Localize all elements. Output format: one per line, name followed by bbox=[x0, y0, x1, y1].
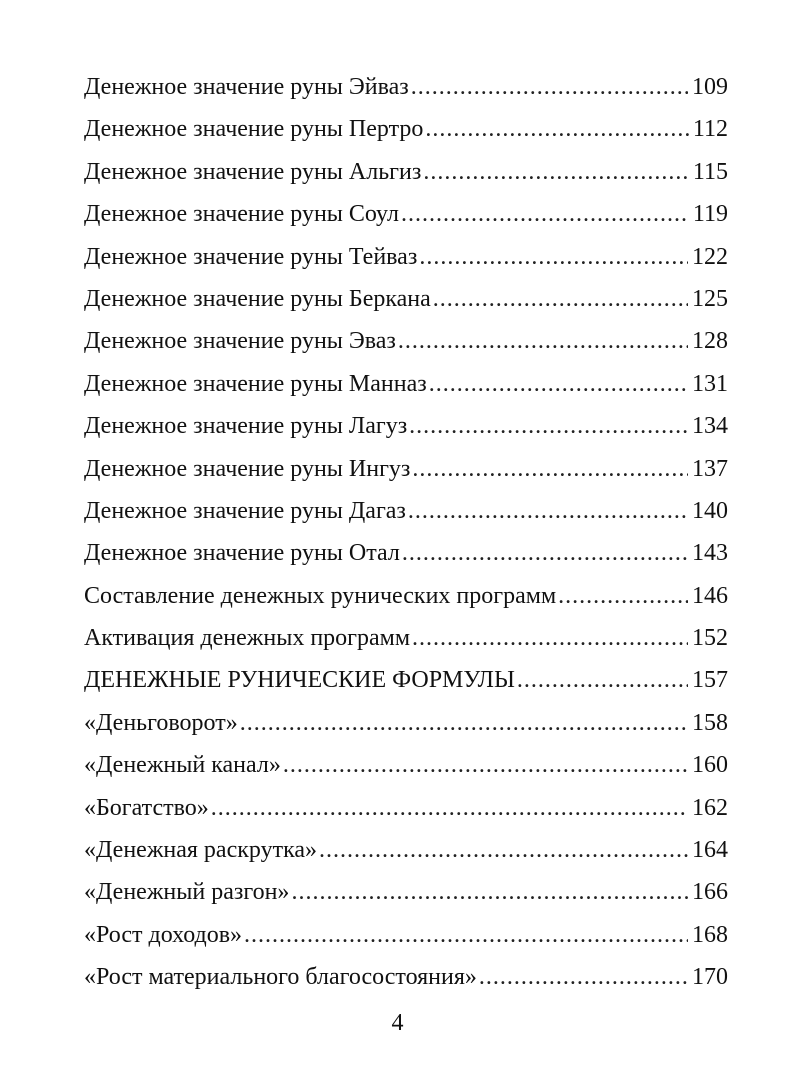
toc-entry-page: 119 bbox=[692, 201, 728, 228]
dot-leader bbox=[283, 744, 688, 786]
toc-entry-title: Денежное значение руны Беркана bbox=[84, 285, 431, 312]
toc-entry-page: 158 bbox=[692, 709, 728, 736]
toc-entry-title: Денежное значение руны Пертро bbox=[84, 116, 424, 143]
toc-entry bbox=[84, 575, 728, 617]
toc-entry-page: 109 bbox=[692, 74, 728, 100]
toc-entry-title: Денежное значение руны Эйваз bbox=[84, 74, 409, 100]
toc-entry-page: 125 bbox=[692, 285, 728, 312]
toc-entry-title: Денежное значение руны Тейваз bbox=[84, 243, 418, 270]
dot-leader bbox=[419, 236, 688, 278]
page-number: 4 bbox=[391, 1010, 404, 1036]
toc-entry bbox=[84, 66, 728, 108]
toc-entry bbox=[84, 363, 728, 405]
toc-entry-title: «Денежная раскрутка» bbox=[84, 837, 318, 864]
dot-leader bbox=[425, 108, 689, 150]
toc-entry bbox=[84, 108, 728, 150]
toc-entry-title: Денежное значение руны Соул bbox=[84, 201, 399, 228]
toc-entry bbox=[84, 956, 728, 998]
toc-entry bbox=[84, 871, 728, 913]
dot-leader bbox=[409, 405, 688, 447]
toc-entry-page: 160 bbox=[692, 752, 728, 779]
toc-entry-title: Денежное значение руны Ингуз bbox=[84, 455, 411, 482]
dot-leader bbox=[479, 956, 688, 998]
toc-entry-page: 143 bbox=[692, 540, 728, 567]
toc-entry-page: 115 bbox=[692, 158, 728, 185]
toc-entry bbox=[84, 490, 728, 532]
toc-entry-page: 146 bbox=[692, 582, 728, 609]
dot-leader bbox=[401, 193, 689, 235]
toc-entry-page: 128 bbox=[692, 328, 728, 355]
table-of-contents bbox=[84, 66, 728, 999]
dot-leader bbox=[402, 532, 688, 574]
toc-entry-page: 137 bbox=[692, 455, 728, 482]
dot-leader bbox=[433, 278, 688, 320]
toc-entry-title: ДЕНЕЖНЫЕ РУНИЧЕСКИЕ ФОРМУЛЫ bbox=[84, 667, 515, 694]
dot-leader bbox=[429, 363, 688, 405]
toc-entry-page: 131 bbox=[692, 370, 728, 397]
toc-entry-title: Денежное значение руны Альгиз bbox=[84, 158, 422, 185]
toc-entry-page: 157 bbox=[692, 667, 728, 694]
toc-entry-title: Денежное значение руны Лагуз bbox=[84, 413, 408, 440]
toc-entry-title: Денежное значение руны Дагаз bbox=[84, 497, 406, 524]
dot-leader bbox=[517, 659, 688, 701]
toc-entry bbox=[84, 532, 728, 574]
dot-leader bbox=[558, 575, 688, 617]
toc-entry bbox=[84, 659, 728, 701]
toc-entry-page: 162 bbox=[692, 794, 728, 821]
toc-entry bbox=[84, 702, 728, 744]
toc-entry bbox=[84, 617, 728, 659]
toc-entry-title: Денежное значение руны Эваз bbox=[84, 328, 396, 355]
toc-entry-title: Денежное значение руны Отал bbox=[84, 540, 400, 567]
toc-entry bbox=[84, 193, 728, 235]
dot-leader bbox=[423, 151, 689, 193]
dot-leader bbox=[398, 320, 688, 362]
toc-entry bbox=[84, 787, 728, 829]
toc-entry bbox=[84, 744, 728, 786]
toc-entry-title: Денежное значение руны Манназ bbox=[84, 370, 427, 397]
toc-entry-title: «Богатство» bbox=[84, 794, 209, 821]
toc-entry-title: «Рост доходов» bbox=[84, 921, 243, 948]
dot-leader bbox=[412, 448, 688, 490]
toc-entry-page: 166 bbox=[692, 879, 728, 906]
dot-leader bbox=[411, 66, 688, 108]
toc-entry bbox=[84, 829, 728, 871]
toc-entry bbox=[84, 320, 728, 362]
dot-leader bbox=[408, 490, 688, 532]
dot-leader bbox=[412, 617, 688, 659]
dot-leader bbox=[319, 829, 688, 871]
dot-leader bbox=[240, 702, 688, 744]
toc-entry bbox=[84, 236, 728, 278]
dot-leader bbox=[244, 914, 688, 956]
dot-leader bbox=[211, 787, 688, 829]
toc-entry-page: 164 bbox=[692, 837, 728, 864]
toc-entry-page: 168 bbox=[692, 921, 728, 948]
toc-entry bbox=[84, 151, 728, 193]
toc-entry-title: Составление денежных рунических программ bbox=[84, 582, 557, 609]
toc-entry bbox=[84, 405, 728, 447]
toc-entry-title: «Денежный канал» bbox=[84, 752, 281, 779]
toc-entry-page: 112 bbox=[692, 116, 728, 143]
toc-entry-title: «Денежный разгон» bbox=[84, 879, 290, 906]
toc-entry bbox=[84, 278, 728, 320]
toc-entry-title: «Рост материального благосостояния» bbox=[84, 964, 477, 991]
toc-entry bbox=[84, 914, 728, 956]
dot-leader bbox=[291, 871, 688, 913]
toc-entry-page: 122 bbox=[692, 243, 728, 270]
toc-entry-page: 152 bbox=[692, 625, 728, 652]
toc-entry-page: 134 bbox=[692, 413, 728, 440]
toc-entry-page: 140 bbox=[692, 497, 728, 524]
toc-entry bbox=[84, 448, 728, 490]
toc-entry-page: 170 bbox=[692, 964, 728, 991]
toc-entry-title: «Деньговорот» bbox=[84, 709, 238, 736]
toc-entry-title: Активация денежных программ bbox=[84, 625, 411, 652]
